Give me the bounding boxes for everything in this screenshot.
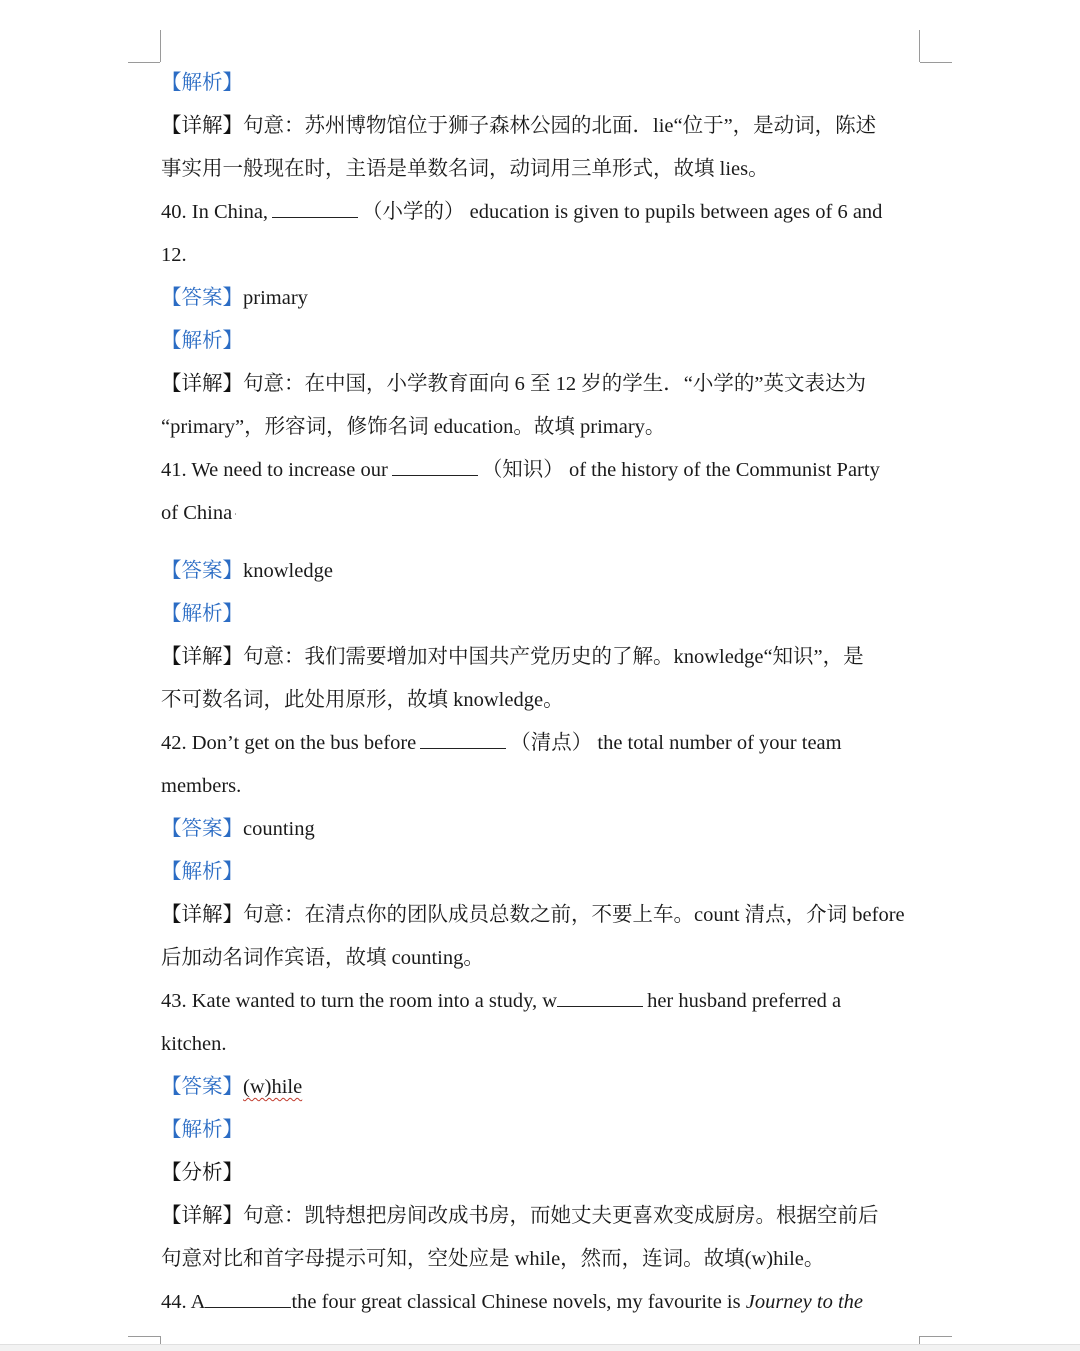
detail-line: 后加动名词作宾语，故填 counting。 bbox=[161, 947, 484, 969]
answer-line: 【答案】(w)hile bbox=[161, 1076, 303, 1098]
detail-line: 【详解】句意：苏州博物馆位于狮子森林公园的北面．lie“位于”，是动词，陈述 bbox=[161, 115, 877, 137]
detail-line: 【详解】句意：凯特想把房间改成书房，而她丈夫更喜欢变成厨房。根据空前后 bbox=[161, 1205, 879, 1227]
crop-mark-bottom-right-v bbox=[919, 1336, 920, 1344]
question-42: 42. Don’t get on the bus before （清点） the total number of your team bbox=[161, 722, 919, 765]
analysis-heading: 【解析】 bbox=[161, 72, 243, 94]
analysis-heading: 【解析】 bbox=[161, 861, 243, 883]
analysis-heading: 【解析】 bbox=[161, 1119, 243, 1141]
answer-blank[interactable] bbox=[272, 195, 358, 218]
answer-blank[interactable] bbox=[205, 1285, 291, 1308]
analysis-heading: 【解析】 bbox=[161, 330, 243, 352]
answer-line: 【答案】knowledge bbox=[161, 560, 333, 582]
detail-line: 【详解】句意：在中国，小学教育面向 6 至 12 岁的学生．“小学的”英文表达为 bbox=[161, 373, 866, 395]
analysis-heading: 【解析】 bbox=[161, 603, 243, 625]
question-43-cont: kitchen. bbox=[161, 1033, 227, 1055]
answer-line: 【答案】primary bbox=[161, 287, 308, 309]
detail-line: 不可数名词，此处用原形，故填 knowledge。 bbox=[161, 689, 564, 711]
answer-line: 【答案】counting bbox=[161, 818, 315, 840]
question-42-cont: members. bbox=[161, 775, 242, 797]
answer-blank[interactable] bbox=[557, 984, 643, 1007]
answer-blank[interactable] bbox=[420, 726, 506, 749]
crop-mark-top-left-h bbox=[128, 62, 160, 63]
breakdown-heading: 【分析】 bbox=[161, 1162, 243, 1184]
answer-blank[interactable] bbox=[392, 453, 478, 476]
detail-line: 【详解】句意：在清点你的团队成员总数之前，不要上车。count 清点，介词 before bbox=[161, 904, 905, 926]
crop-mark-top-left-v bbox=[160, 30, 161, 62]
question-40-cont: 12. bbox=[161, 244, 187, 266]
question-40: 40. In China, （小学的） education is given to pupils between ages of 6 and bbox=[161, 191, 919, 234]
detail-line: “primary”，形容词，修饰名词 education。故填 primary。 bbox=[161, 416, 666, 438]
detail-line: 事实用一般现在时，主语是单数名词，动词用三单形式，故填 lies。 bbox=[161, 158, 769, 180]
question-41: 41. We need to increase our （知识） of the history of the Communist Party bbox=[161, 449, 919, 492]
question-44: 44. A the four great classical Chinese novels, my favourite is Journey to the bbox=[161, 1281, 919, 1324]
crop-mark-top-right-v bbox=[919, 30, 920, 62]
crop-mark-bottom-left-h bbox=[128, 1336, 160, 1337]
question-43: 43. Kate wanted to turn the room into a study, w her husband preferred a bbox=[161, 980, 919, 1023]
question-41-cont: of China · bbox=[161, 502, 237, 524]
detail-line: 【详解】句意：我们需要增加对中国共产党历史的了解。knowledge“知识”，是 bbox=[161, 646, 864, 668]
crop-mark-top-right-h bbox=[920, 62, 952, 63]
document-page bbox=[161, 62, 919, 1324]
crop-mark-bottom-left-v bbox=[160, 1336, 161, 1344]
detail-line: 句意对比和首字母提示可知，空处应是 while，然而，连词。故填(w)hile。 bbox=[161, 1248, 825, 1270]
crop-mark-bottom-right-h bbox=[920, 1336, 952, 1337]
stray-dot: · bbox=[234, 509, 237, 519]
spellcheck-underlined-answer: (w)hile bbox=[243, 1076, 303, 1098]
